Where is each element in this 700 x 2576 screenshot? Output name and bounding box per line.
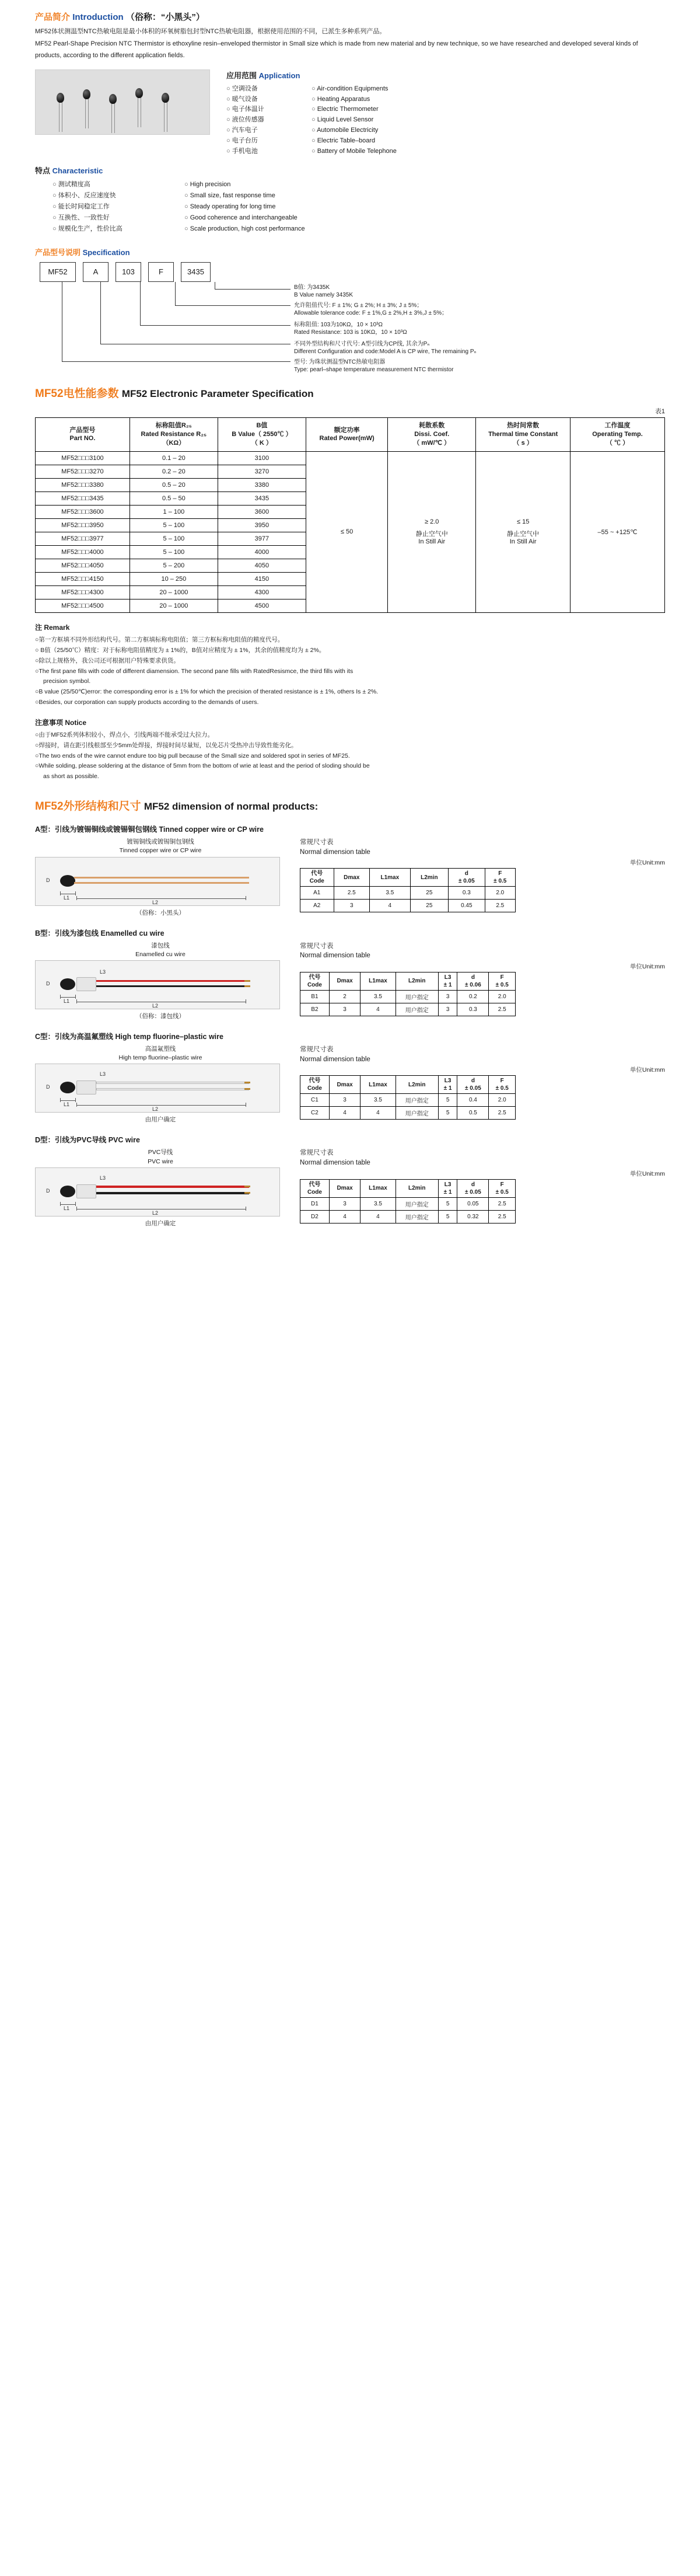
th-l1max: L1max — [360, 1076, 396, 1094]
th-d: d ± 0.06 — [457, 972, 489, 990]
cell-code: B2 — [300, 1003, 330, 1016]
dim-title-en: MF52 dimension of normal products: — [144, 801, 318, 813]
pn-box-config: A — [83, 262, 108, 282]
application-item: ○ 电子台历 — [226, 136, 296, 147]
cell-res: 1 – 100 — [130, 505, 218, 518]
cell-res: 20 – 1000 — [130, 599, 218, 612]
cell-b: 3435 — [218, 492, 306, 505]
remark-title: 注 Remark — [35, 623, 70, 632]
cell-l3: 5 — [438, 1094, 457, 1107]
electronic-parameter-section — [35, 385, 665, 613]
type-d-dimension-table — [300, 1179, 516, 1223]
notice-line: ○由于MF52系列体积较小，焊点小，引线两端不能承受过大拉力。 — [35, 731, 214, 738]
pn-note-tol-en: Allowable tolerance code: F ± 1%,G ± 2%,H ± 3%,J ± 5%； — [294, 309, 448, 316]
cell-dmax: 2 — [329, 990, 360, 1003]
cell-dmax: 4 — [329, 1210, 360, 1223]
cell-part: MF52□□□4000 — [36, 545, 130, 559]
th-rated-resistance: 标称阻值R₂₅ Rated Resistance R₂₅ （KΩ） — [130, 417, 218, 451]
cell-l3: 5 — [438, 1107, 457, 1120]
intro-title-tail: （俗称：“小黑头”） — [125, 12, 205, 22]
characteristic-item: ○ Small size, fast response time — [184, 190, 305, 201]
th-l2min: L2min — [396, 1076, 438, 1094]
cell-d: 0.4 — [457, 1094, 489, 1107]
cell-l3: 5 — [438, 1210, 457, 1223]
application-item: ○ 手机电池 — [226, 147, 296, 157]
th-l1max: L1max — [370, 869, 411, 887]
type-b-unit: 单位Unit:mm — [629, 963, 665, 970]
cell-res: 0.5 – 20 — [130, 478, 218, 492]
type-b-drawing: L1 L2 D L3 — [35, 960, 280, 1009]
th-l2min: L2min — [410, 869, 449, 887]
table-header-row — [300, 1179, 516, 1197]
cell-b: 3270 — [218, 465, 306, 478]
th-d: d ± 0.05 — [457, 1179, 489, 1197]
cell-code: D2 — [300, 1210, 330, 1223]
pn-note-type-en: Type: pearl–shape temperature measurement NTC thermistor — [294, 366, 454, 373]
pn-box-tolerance: F — [148, 262, 174, 282]
pn-note-cfg-cn: 不同外型结构和尺寸代号: A型引线为CP线, 其余为Pₙ — [294, 340, 430, 347]
type-c-unit: 单位Unit:mm — [629, 1066, 665, 1074]
cell-dmax: 4 — [329, 1107, 360, 1120]
cell-code: B1 — [300, 990, 330, 1003]
th-dmax: Dmax — [329, 1179, 360, 1197]
cell-l2min: 用户指定 — [396, 1003, 438, 1016]
cell-l2min: 用户指定 — [396, 1197, 438, 1210]
th-code: 代号 Code — [300, 972, 330, 990]
cell-l3: 3 — [438, 990, 457, 1003]
th-b-value: B值 B Value（ 2550℃ ） （ K ） — [218, 417, 306, 451]
cell-b: 3950 — [218, 518, 306, 532]
datasheet-page — [0, 0, 700, 1251]
partnumber-title-cn: 产品型号说明 — [35, 248, 81, 257]
type-c-dimension-table — [300, 1075, 516, 1120]
intro-title-cn: 产品简介 — [35, 12, 71, 22]
photo-application-row — [35, 69, 665, 157]
type-c-footnote: 由用户确定 — [145, 1116, 176, 1124]
cell-dissipation-merged: ≥ 2.0 静止空气中 In Still Air — [388, 451, 476, 612]
intro-title-en: Introduction — [72, 12, 124, 22]
characteristic-list-en — [184, 179, 305, 235]
electronic-parameter-table — [35, 417, 665, 613]
notice-line: ○While solding, please soldering at the distance of 5mm from the bottom of wrie at least and the period of sloding should be — [35, 762, 370, 770]
cell-f: 2.5 — [489, 1210, 516, 1223]
application-item: ○ Automobile Electricity — [312, 126, 397, 136]
th-f: F ± 0.5 — [489, 972, 516, 990]
notice-line: ○The two ends of the wire cannot endure too big pull because of the Small size and soldered spot in series of MF25. — [35, 752, 350, 759]
cell-f: 2.0 — [489, 1094, 516, 1107]
application-title-cn: 应用范围 — [226, 71, 257, 80]
remark-line: ○ B值（25/50℃）精度：对于标称电阻值精度为 ± 1%的，B值对应精度为 ± 1%，其余的值精度均为 ± 2%。 — [35, 646, 326, 654]
ep-title-cn: MF52电性能参数 — [35, 387, 119, 400]
application-item: ○ 液位传感器 — [226, 115, 296, 126]
cell-res: 5 – 100 — [130, 545, 218, 559]
type-d-footnote: 由用户确定 — [145, 1219, 176, 1227]
pn-box-resistance: 103 — [116, 262, 141, 282]
cell-f: 2.5 — [489, 1003, 516, 1016]
type-d-table-title: 常规尺寸表 Normal dimension table — [300, 1149, 370, 1167]
type-c-wire-caption: 高温氟塑线 High temp fluorine–plastic wire — [118, 1045, 202, 1062]
table-row — [300, 1094, 516, 1107]
table-row — [300, 1107, 516, 1120]
cell-part: MF52□□□3600 — [36, 505, 130, 518]
th-dmax: Dmax — [329, 972, 360, 990]
cell-f: 2.5 — [489, 1197, 516, 1210]
table-row — [300, 1003, 516, 1016]
th-l1max: L1max — [360, 1179, 396, 1197]
cell-l2min: 用户指定 — [396, 1210, 438, 1223]
application-item: ○ Air-condition Equipments — [312, 84, 397, 95]
table-header-row — [300, 1076, 516, 1094]
remark-line: ○B value (25/50℃)error: the corresponding error is ± 1% for which the precision of therated resistance is ± 1%, others Is ± 2%. — [35, 688, 379, 696]
remark-line: ○Besides, our corporation can supply products according to the demands of users. — [35, 699, 259, 706]
cell-l2min: 用户指定 — [396, 1094, 438, 1107]
application-section — [226, 69, 665, 157]
table-header-row — [300, 972, 516, 990]
application-heading — [226, 69, 665, 81]
cell-res: 0.1 – 20 — [130, 451, 218, 465]
dimension-type-d — [35, 1134, 665, 1227]
partnumber-heading — [35, 246, 665, 257]
cell-f: 2.5 — [485, 900, 515, 912]
th-l1max: L1max — [360, 972, 396, 990]
dim-title-cn: MF52外形结构和尺寸 — [35, 800, 141, 813]
cell-l2min: 25 — [410, 887, 449, 900]
cell-dmax: 3 — [334, 900, 370, 912]
cell-l3: 3 — [438, 1003, 457, 1016]
cell-d: 0.32 — [457, 1210, 489, 1223]
application-item: ○ Heating Apparatus — [312, 95, 397, 105]
type-a-drawing: L1 L2 D — [35, 857, 280, 906]
pn-note-bvalue-en: B Value namely 3435K — [294, 291, 353, 298]
cell-b: 4500 — [218, 599, 306, 612]
th-f: F ± 0.5 — [489, 1076, 516, 1094]
cell-d: 0.2 — [457, 990, 489, 1003]
cell-b: 3100 — [218, 451, 306, 465]
cell-f: 2.0 — [489, 990, 516, 1003]
cell-code: C1 — [300, 1094, 330, 1107]
cell-thermal-merged: ≤ 15 静止空气中 In Still Air — [476, 451, 570, 612]
pn-note-tol-cn: 允许阻值代号: F ± 1%; G ± 2%; H ± 3%; J ± 5%； — [294, 302, 423, 309]
pn-note-type-cn: 型号: 为珠状测温型NTC热敏电阻器 — [294, 358, 386, 365]
notice-line: ○焊接时，请在距引线根部至少5mm处焊接，焊接时间尽量短，以免芯片受热冲击导致性能劣化。 — [35, 741, 298, 749]
cell-f: 2.5 — [489, 1107, 516, 1120]
cell-part: MF52□□□3100 — [36, 451, 130, 465]
cell-part: MF52□□□4150 — [36, 572, 130, 585]
th-code: 代号 Code — [300, 1179, 330, 1197]
cell-l1max: 3.5 — [360, 990, 396, 1003]
application-item: ○ Liquid Level Sensor — [312, 115, 397, 126]
intro-line-cn: MF52体状测温型NTC热敏电阻是最小体积的环氧树脂包封型NTC热敏电阻器，根据使用范围的不同，已派生多种系列产品。 — [35, 28, 386, 35]
th-part-no: 产品型号 Part NO. — [36, 417, 130, 451]
intro-section — [35, 11, 665, 61]
th-d: d ± 0.05 — [449, 869, 485, 887]
type-c-heading: C型：引线为高温氟塑线 High temp fluorine–plastic wire — [35, 1032, 223, 1041]
pn-box-type: MF52 — [40, 262, 76, 282]
cell-b: 4150 — [218, 572, 306, 585]
cell-l1max: 4 — [370, 900, 411, 912]
application-list-cn — [226, 84, 296, 157]
characteristic-item: ○ 测试精度高 — [52, 179, 158, 190]
type-d-heading: D型：引线为PVC导线 PVC wire — [35, 1136, 140, 1145]
characteristic-item: ○ 能长时间稳定工作 — [52, 201, 158, 212]
cell-code: C2 — [300, 1107, 330, 1120]
cell-part: MF52□□□3950 — [36, 518, 130, 532]
cell-b: 4000 — [218, 545, 306, 559]
cell-res: 0.5 – 50 — [130, 492, 218, 505]
type-d-unit: 单位Unit:mm — [629, 1170, 665, 1177]
table-header-row — [300, 869, 516, 887]
cell-l2min: 25 — [410, 900, 449, 912]
pn-note-res-en: Rated Resistance: 103 is 10KΩ，10 × 10³Ω — [294, 329, 407, 336]
application-item: ○ Electric Table–board — [312, 136, 397, 147]
cell-b: 4300 — [218, 585, 306, 599]
remark-line: ○The first pane fills with code of different diamension. The second pane fills with RatedResismce, the third fills with its — [35, 667, 354, 675]
dimension-type-c — [35, 1031, 665, 1124]
type-a-dimension-table — [300, 868, 516, 912]
notice-title: 注意事项 Notice — [35, 718, 87, 727]
th-f: F ± 0.5 — [485, 869, 515, 887]
cell-d: 0.45 — [449, 900, 485, 912]
characteristic-item: ○ Good coherence and interchangeable — [184, 212, 305, 224]
partnumber-leader-lines — [40, 282, 665, 373]
table-header-row — [36, 417, 665, 451]
cell-code: A2 — [300, 900, 334, 912]
ep-title-en: MF52 Electronic Parameter Specification — [121, 388, 314, 399]
type-b-wire-caption: 漆包线 Enamelled cu wire — [135, 942, 186, 958]
partnumber-boxes — [40, 262, 665, 282]
type-c-drawing: L1 L2 D L3 — [35, 1064, 280, 1113]
cell-dmax: 3 — [329, 1003, 360, 1016]
remark-line: ○第一方框填不同外形结构代号。第二方框填标称电阻值；第三方框标称电阻值的精度代号。 — [35, 636, 284, 643]
partnumber-title-en: Specification — [82, 248, 130, 257]
cell-d: 0.5 — [457, 1107, 489, 1120]
type-b-table-title: 常规尺寸表 Normal dimension table — [300, 942, 370, 960]
cell-part: MF52□□□3435 — [36, 492, 130, 505]
pn-note-bvalue-cn: B值: 为3435K — [294, 284, 330, 291]
pn-note-cfg-en: Different Configuration and code:Model A is CP wire, The remaining Pₙ — [294, 348, 477, 355]
cell-res: 10 – 250 — [130, 572, 218, 585]
cell-res: 0.2 – 20 — [130, 465, 218, 478]
type-a-heading: A型：引线为镀锡铜线或镀锡铜包钢线 Tinned copper wire or CP wire — [35, 825, 264, 834]
type-d-drawing: L1 L2 D L3 — [35, 1167, 280, 1216]
type-a-table-title: 常规尺寸表 Normal dimension table — [300, 839, 370, 856]
type-b-dimension-table — [300, 972, 516, 1016]
th-operating-temp: 工作温度 Operating Temp. （ ℃ ） — [570, 417, 665, 451]
th-l3: L3 ± 1 — [438, 1179, 457, 1197]
type-a-unit: 单位Unit:mm — [629, 859, 665, 867]
ep-table-label: 表1 — [654, 407, 665, 415]
characteristic-item: ○ Scale production, high cost performance — [184, 224, 305, 235]
characteristic-item: ○ Steady operating for long time — [184, 201, 305, 212]
cell-b: 3600 — [218, 505, 306, 518]
th-thermal-constant: 热时间常数 Thermal time Constant （ s ） — [476, 417, 570, 451]
cell-code: D1 — [300, 1197, 330, 1210]
characteristic-item: ○ 互换性、一致性好 — [52, 212, 158, 224]
cell-part: MF52□□□4500 — [36, 599, 130, 612]
cell-l1max: 4 — [360, 1003, 396, 1016]
type-b-footnote: （俗称：漆包线） — [136, 1012, 185, 1020]
characteristic-title-en: Characteristic — [52, 166, 103, 176]
th-dissipation: 耗散系数 Dissi. Coef. （ mW/℃ ） — [388, 417, 476, 451]
cell-dmax: 3 — [329, 1197, 360, 1210]
dimension-type-b — [35, 928, 665, 1020]
remark-section — [35, 622, 665, 708]
table-row — [300, 887, 516, 900]
cell-part: MF52□□□4300 — [36, 585, 130, 599]
cell-d: 0.05 — [457, 1197, 489, 1210]
application-item: ○ Electric Thermometer — [312, 104, 397, 115]
characteristic-item: ○ 体积小、反应速度快 — [52, 190, 158, 201]
application-title-en: Application — [258, 71, 300, 80]
characteristic-item: ○ 规模化生产，性价比高 — [52, 224, 158, 235]
application-item: ○ 空调设备 — [226, 84, 296, 95]
th-code: 代号 Code — [300, 869, 334, 887]
cell-b: 4050 — [218, 559, 306, 572]
cell-l1max: 3.5 — [360, 1197, 396, 1210]
cell-b: 3380 — [218, 478, 306, 492]
th-l2min: L2min — [396, 1179, 438, 1197]
remark-line: precision symbol. — [43, 678, 91, 685]
characteristic-heading — [35, 165, 665, 176]
cell-b: 3977 — [218, 532, 306, 545]
cell-l1max: 3.5 — [360, 1094, 396, 1107]
partnumber-section — [35, 246, 665, 373]
type-b-heading: B型：引线为漆包线 Enamelled cu wire — [35, 929, 164, 937]
th-l3: L3 ± 1 — [438, 972, 457, 990]
th-f: F ± 0.5 — [489, 1179, 516, 1197]
pn-note-res-cn: 标称阻值: 103为10KΩ，10 × 10³Ω — [294, 321, 383, 328]
application-item: ○ Battery of Mobile Telephone — [312, 147, 397, 157]
cell-dmax: 2.5 — [334, 887, 370, 900]
cell-l3: 5 — [438, 1197, 457, 1210]
type-d-wire-caption: PVC导线 PVC wire — [148, 1149, 173, 1165]
characteristic-title-cn: 特点 — [35, 166, 51, 176]
cell-l2min: 用户指定 — [396, 990, 438, 1003]
remark-line: ○除以上规格外，我公司还可根据用户特殊要求供货。 — [35, 657, 180, 664]
application-item: ○ 电子体温计 — [226, 104, 296, 115]
ep-heading — [35, 385, 665, 400]
cell-res: 20 – 1000 — [130, 585, 218, 599]
characteristic-item: ○ High precision — [184, 179, 305, 190]
cell-part: MF52□□□3977 — [36, 532, 130, 545]
intro-heading — [35, 11, 665, 23]
th-dmax: Dmax — [334, 869, 370, 887]
product-photo — [35, 69, 210, 135]
table-row — [300, 990, 516, 1003]
table-row — [300, 1210, 516, 1223]
cell-part: MF52□□□3380 — [36, 478, 130, 492]
th-code: 代号 Code — [300, 1076, 330, 1094]
cell-res: 5 – 100 — [130, 532, 218, 545]
cell-part: MF52□□□3270 — [36, 465, 130, 478]
notice-section — [35, 717, 665, 782]
application-item: ○ 暖气设备 — [226, 95, 296, 105]
th-l3: L3 ± 1 — [438, 1076, 457, 1094]
cell-power-merged: ≤ 50 — [306, 451, 387, 612]
type-c-table-title: 常规尺寸表 Normal dimension table — [300, 1045, 370, 1063]
characteristic-section — [35, 165, 665, 235]
cell-code: A1 — [300, 887, 334, 900]
th-dmax: Dmax — [329, 1076, 360, 1094]
application-item: ○ 汽车电子 — [226, 126, 296, 136]
table-row — [36, 451, 665, 465]
application-list-en — [312, 84, 397, 157]
cell-d: 0.3 — [457, 1003, 489, 1016]
dimension-type-a — [35, 824, 665, 916]
type-a-footnote: （俗称：小黑头） — [136, 909, 185, 916]
th-l2min: L2min — [396, 972, 438, 990]
intro-line-en: MF52 Pearl-Shape Precision NTC Thermistor is ethoxyline resin–enveloped thermistor in Small size which is made from new material and by new technique, so we have researched and developed several kinds of products, according to the different application fields. — [35, 40, 638, 59]
cell-l1max: 3.5 — [370, 887, 411, 900]
cell-f: 2.0 — [485, 887, 515, 900]
cell-l1max: 4 — [360, 1107, 396, 1120]
th-d: d ± 0.05 — [457, 1076, 489, 1094]
th-rated-power: 额定功率 Rated Power(mW) — [306, 417, 387, 451]
type-a-wire-caption: 镀锡铜线或镀锡铜包钢线 Tinned copper wire or CP wire — [119, 838, 202, 855]
cell-dmax: 3 — [329, 1094, 360, 1107]
pn-box-bvalue: 3435 — [181, 262, 211, 282]
notice-line: as short as possible. — [43, 773, 99, 780]
cell-res: 5 – 200 — [130, 559, 218, 572]
cell-part: MF52□□□4050 — [36, 559, 130, 572]
dimension-heading — [35, 797, 665, 813]
cell-l2min: 用户指定 — [396, 1107, 438, 1120]
cell-d: 0.3 — [449, 887, 485, 900]
cell-l1max: 4 — [360, 1210, 396, 1223]
characteristic-list-cn — [52, 179, 158, 235]
cell-res: 5 – 100 — [130, 518, 218, 532]
table-row — [300, 900, 516, 912]
table-row — [300, 1197, 516, 1210]
cell-temp-merged: –55 ~ +125℃ — [570, 451, 665, 612]
